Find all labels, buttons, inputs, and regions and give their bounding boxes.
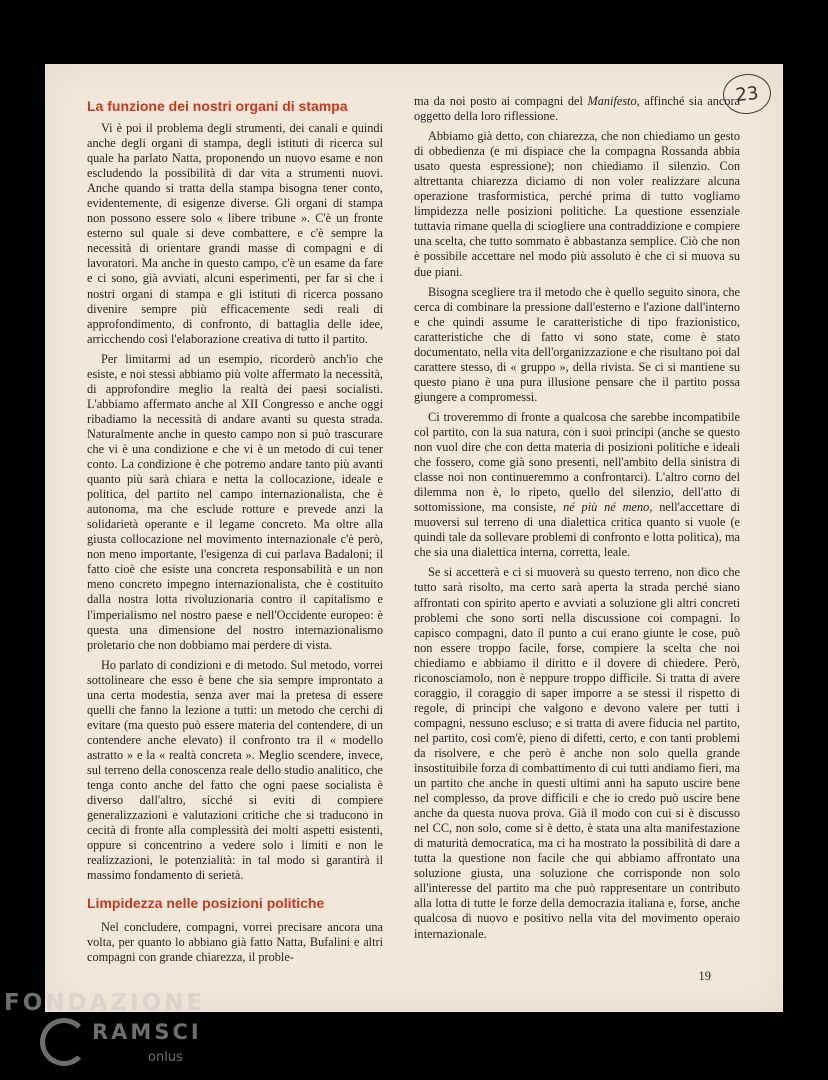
watermark-line1: FONDAZIONE <box>4 990 206 1016</box>
paragraph: Per limitarmi ad un esempio, ricorderò anch'io che esiste, e noi stessi abbiamo più volte affermato la necessità, di approfondire meglio la realtà dei paesi socialisti. L'abbiamo affermato anche al XII Congresso e anche oggi ribadiamo la necessità di andare avanti su questa strada. Naturalmente anche in questo campo non si può trascurare che vi è una condizione e che vi è un metodo di cui tener conto. La condizione è che potremo andare tanto più avanti quanto più sarà chiara e netta la collocazione, ideale e politica, del partito nel campo internazionalista, che è autonoma, ma che esclude rotture e prevede anzi la solidarietà operante e il legame concreto. Ma oltre alla giusta collocazione nel movimento internazionale c'è però, non meno importante, l'esigenza di cui parlava Badaloni; il fatto cioè che esiste una concreta responsabilità e un non meno concreto impegno internazionalista, che è costituito dalla nostra lotta rivoluzionaria contro il capitalismo e l'imperialismo nel nostro paese e nell'Occidente europeo: è questa una dimensione del nostro internazionalismo proletario che non dobbiamo mai perdere di vista. <box>87 351 383 652</box>
paragraph: Abbiamo già detto, con chiarezza, che non chiediamo un gesto di obbedienza (e mi dispiace che la compagna Rossanda abbia usato questa espressione); non chiediamo il silenzio. Con altrettanta chiarezza diciamo di non voler realizzare alcuna operazione trasformistica, perché prima di tutto vogliamo limpidezza nelle posizioni politiche. La questione essenziale tuttavia rimane quella di sciogliere una contraddizione e compiere una scelta, che tutto sommato è abbastanza semplice. Ciò che non è possibile accettare nel modo più assoluto è che ci si muova su due piani. <box>414 129 740 279</box>
text-run: , affinché sia ancora oggetto della loro riflessione. <box>414 94 741 124</box>
text-run: ma da noi posto ai compagni del <box>414 94 588 108</box>
text-run: Ci troveremmo di fronte a qualcosa che sarebbe incompatibile col partito, con la sua natura, con i suoi principi (anche se questo non vuol dire che con detta materia di posizioni politiche e ideali che fossero, come già sono presenti, nell'ambito della sinistra di classe noi non continueremmo a confrontarci). L'altro corno del dilemma non è, lo ripeto, quello del silenzio, dell'atto di sottomissione, ma consiste, <box>414 409 740 515</box>
section-heading-1: La funzione dei nostri organi di stampa <box>87 98 348 114</box>
paragraph: Nel concludere, compagni, vorrei precisare ancora una volta, per quanto lo abbiano già fatto Natta, Bufalini e altri compagni con grande chiarezza, il proble- <box>87 920 383 965</box>
page-number: 19 <box>698 969 711 983</box>
g-logo-icon <box>40 1018 88 1066</box>
paragraph: Ho parlato di condizioni e di metodo. Sul metodo, vorrei sottolineare che esso è bene che sia sempre improntato a una certa modestia, senza aver mai la pretesa di essere quelli che fanno la lezione a tutti: un metodo che cerchi di evitare (ma questo può essere materia del contendere, di un contendere anche elevato) il confronto tra il « modello astratto » e la « realtà concreta ». Meglio scendere, invece, sul terreno della conoscenza reale dello studio analitico, che tenga conto anche del fatto che ogni paese socialista è diverso dall'altro, sicché si eviti di compiere generalizzazioni e valutazioni critiche che si traducono in cecità di fronte alla complessità dei molti aspetti esistenti, oppure si concentrino a vedere solo i limiti e non le realizzazioni, le potenzialità: in tal modo si garantirà il massimo fondamento di serietà. <box>87 657 383 883</box>
paragraph <box>414 94 740 124</box>
section-heading-2: Limpidezza nelle posizioni politiche <box>87 895 325 912</box>
watermark-line3: onlus <box>148 1050 183 1065</box>
right-column <box>414 94 740 947</box>
paragraph <box>414 410 740 560</box>
watermark-line2: RAMSCI <box>92 1020 202 1044</box>
magazine-page <box>45 64 783 1012</box>
watermark-logo <box>0 990 220 1080</box>
paragraph: Vi è poi il problema degli strumenti, dei canali e quindi anche degli organi di stampa, degli istituti di ricerca sul quale ha parlato Natta, proponendo un nuovo esame e non escludendo la possibilità di dar vita a strumenti nuovi. Anche quando si tratta della stampa bisogna tener conto, evidentemente, di esigenze diverse. Gli organi di stampa non possono essere solo « libere tribune ». C'è un fronte esterno sul quale si deve combattere, e c'è sempre la necessità di orientare grandi masse di compagni e di lavoratori. Ma anche in questo campo, c'è un esame da fare e ci sono, già avviati, alcuni esperimenti, per far sì che i nostri organi di stampa e gli istituti di ricerca possano divenire sempre più efficacemente sedi reali di approfondimento, di confronto, di battaglia delle idee, arricchendo così l'elaborazione creativa di tutto il partito. <box>87 121 383 346</box>
italic-title: Manifesto <box>587 94 637 108</box>
paragraph: Bisogna scegliere tra il metodo che è quello seguito sinora, che cerca di combinare la pressione dall'esterno e l'azione dall'interno e che quindi assume le caratteristiche di tipo frazionistico, caratteristiche che di fatto vi sono state, come è stato documentato, nella vita dell'organizzazione e che risultano poi dal carattere stesso, di « gruppo », della rivista. Se ci si mantiene su questo piano è una pura illusione pensare che il partito possa giungere a compromessi. <box>414 284 740 404</box>
paragraph: Se si accetterà e ci si muoverà su questo terreno, non dico che tutto sarà risolto, ma certo sarà aperta la strada perché siano affrontati con spirito aperto e avviati a soluzione gli altri concreti problemi che sono sorti nella discussione coi compagni. Io capisco compagni, dato il punto a cui erano giunte le cose, può non essere troppo facile, forse, compiere la scelta che noi chiediamo e abbiamo il diritto e il dovere di chiedere. Però, riconosciamolo, non è neppure troppo difficile. Si tratta di avere coraggio, il coraggio di saper imporre a se stessi il rispetto di regole, di principi che valgono e devono valere per tutti i compagni, nessuno escluso; e si tratta di avere fiducia nel partito, nel partito, così com'è, pieno di difetti, certo, e con tanti problemi da risolvere, e che però è anche non solo quella grande insostituibile forza di combattimento di cui tutti andiamo fieri, ma un partito che anche in questi ultimi anni ha saputo uscire bene nel complesso, da prove difficili e che io credo può uscire bene anche da questa nuova prova. Già il modo con cui si è discusso nel CC, non solo, come si è detto, è stata una alta manifestazione di maturità democratica, ma ci ha mostrato la possibilità di dare a tutta la questione non facile che qui abbiamo affrontato una soluzione giusta, una soluzione che corrisponde non solo all'interesse del partito ma che può rappresentare un contributo alla lotta di tutte le forze della democrazia italiana e, forse, anche qualcosa di nuovo e positivo nella vita del movimento operaio internazionale. <box>414 565 740 941</box>
page-stamp: 23 <box>721 72 773 117</box>
left-column <box>87 98 383 970</box>
text-run: , nell'accettare di muoversi sul terreno di una dialettica critica quanto si vuole (e quindi tale da sollevare problemi di confronto e lotta politica), ma che sia una dialettica interna, corretta, leale. <box>414 500 740 560</box>
italic-phrase: né più né meno <box>563 500 650 515</box>
